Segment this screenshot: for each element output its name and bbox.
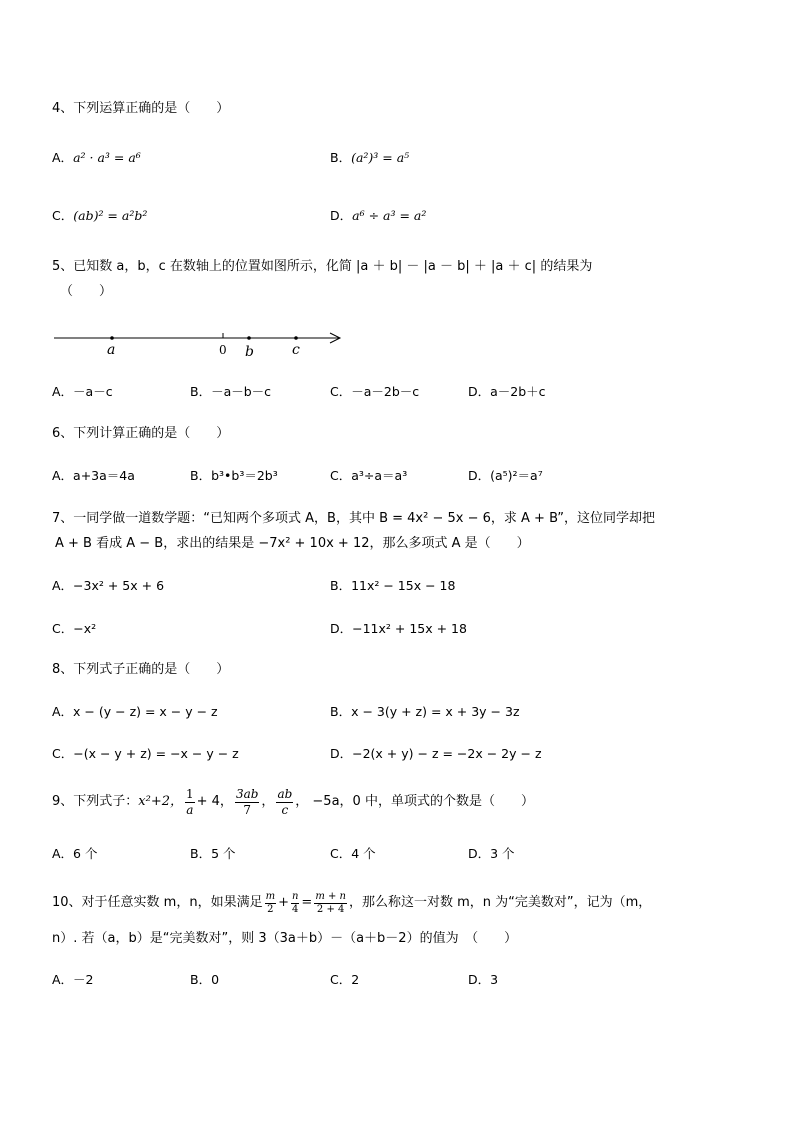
denominator: 2 <box>267 903 274 915</box>
separator: ， <box>261 794 275 809</box>
q8-option-b: B．x − 3(y + z) = x + 3y − 3z <box>330 704 520 719</box>
option-label: B． <box>330 150 352 165</box>
q6-option-d: D．(a⁵)²＝a⁷ <box>468 468 543 483</box>
option-text: (a²)³ = a⁵ <box>351 150 410 165</box>
question-10-stem-line1 <box>52 886 651 920</box>
q8-option-c: C．−(x − y + z) = −x − y − z <box>52 746 239 761</box>
denominator: c <box>281 802 289 817</box>
option-text: a² · a³ = a⁶ <box>73 150 141 165</box>
q8-option-d: D．−2(x + y) − z = −2x − 2y − z <box>330 746 542 761</box>
q5-option-c: C．－a－2b－c <box>330 384 420 399</box>
fraction-ab-over-c <box>276 787 293 818</box>
q7-option-b: B．11x² − 15x − 18 <box>330 578 456 593</box>
denominator: 4 <box>292 903 299 915</box>
denominator: 2 + 4 <box>316 903 345 915</box>
numerator: m + n <box>315 890 346 902</box>
point-a <box>110 336 114 340</box>
q9-option-b: B．5 个 <box>190 846 236 861</box>
numerator: n <box>291 890 299 902</box>
option-text: a⁶ ÷ a³ = a² <box>352 208 427 223</box>
question-7-stem-line2: A + B 看成 A − B，求出的结果是 −7x² + 10x + 12，那么多项式 A 是（ ） <box>55 536 530 551</box>
fraction-n-over-4 <box>291 891 299 916</box>
q4-option-b <box>330 148 409 168</box>
q9-option-d: D．3 个 <box>468 846 515 861</box>
denominator: 7 <box>243 802 251 817</box>
label-zero: 0 <box>219 343 227 357</box>
numerator: 1 <box>186 786 194 801</box>
denominator: a <box>186 802 194 817</box>
q5-option-d: D．a－2b＋c <box>468 384 546 399</box>
question-10-stem-line2: n）. 若（a，b）是“完美数对”，则 3（3a＋b）－（a＋b－2）的值为 （ ） <box>52 931 518 946</box>
label-a: a <box>107 342 116 358</box>
fraction-1-over-a <box>185 787 195 818</box>
question-5-stem-line2: （ ） <box>60 284 113 299</box>
option-text: (ab)² = a²b² <box>73 208 148 223</box>
option-label: A． <box>52 150 74 165</box>
q5-option-a: A．－a－c <box>52 384 113 399</box>
q6-option-c: C．a³÷a＝a³ <box>330 468 408 483</box>
point-b <box>247 336 251 340</box>
fraction-3ab-over-7 <box>235 787 259 818</box>
q10-option-a: A．－2 <box>52 972 94 987</box>
question-9-stem <box>52 784 534 820</box>
numerator: 3ab <box>235 786 259 801</box>
q10-option-c: C．2 <box>330 972 360 987</box>
q5-option-b: B．－a－b－c <box>190 384 272 399</box>
fraction-m-plus-n-over-2-plus-4 <box>314 891 347 916</box>
q7-option-a: A．−3x² + 5x + 6 <box>52 578 165 593</box>
option-label: C． <box>52 208 74 223</box>
q4-option-c <box>52 206 147 226</box>
q9-option-a: A．6 个 <box>52 846 98 861</box>
label-c: c <box>292 342 300 358</box>
stem-text: 10、对于任意实数 m，n，如果满足 <box>52 895 263 910</box>
question-7-stem-line1: 7、一同学做一道数学题：“已知两个多项式 A，B，其中 B = 4x² − 5x − 6，求 A + B”，这位同学却把 <box>52 511 656 526</box>
expression: x²+2， <box>138 794 183 809</box>
q4-option-a <box>52 148 141 168</box>
q7-option-d: D．−11x² + 15x + 18 <box>330 621 467 636</box>
question-6-stem: 6、下列计算正确的是（ ） <box>52 426 230 441</box>
fraction-m-over-2 <box>265 891 276 916</box>
operator: + <box>278 895 289 910</box>
stem-text: ， −5a，0 中，单项式的个数是（ ） <box>295 794 534 809</box>
option-label: D． <box>330 208 353 223</box>
numerator: m <box>265 890 276 902</box>
q10-option-d: D．3 <box>468 972 499 987</box>
q9-option-c: C．4 个 <box>330 846 376 861</box>
q4-option-d <box>330 206 426 226</box>
stem-text: ，那么称这一对数 m，n 为“完美数对”，记为（m， <box>349 895 652 910</box>
point-c <box>294 336 298 340</box>
label-b: b <box>245 344 254 360</box>
q6-option-b: B．b³•b³＝2b³ <box>190 468 278 483</box>
q8-option-a: A．x − (y − z) = x − y − z <box>52 704 218 719</box>
stem-text: 9、下列式子： <box>52 794 139 809</box>
question-8-stem: 8、下列式子正确的是（ ） <box>52 662 230 677</box>
operator: = <box>301 895 313 910</box>
q7-option-c: C．−x² <box>52 621 97 636</box>
expression: + 4， <box>196 794 233 809</box>
number-line-figure <box>50 326 350 360</box>
question-5-stem-line1: 5、已知数 a，b，c 在数轴上的位置如图所示，化简 |a ＋ b| － |a － b| ＋ |a ＋ c| 的结果为 <box>52 259 593 274</box>
q10-option-b: B．0 <box>190 972 220 987</box>
question-4-stem: 4、下列运算正确的是（ ） <box>52 101 230 116</box>
q6-option-a: A．a+3a＝4a <box>52 468 135 483</box>
numerator: ab <box>277 786 293 801</box>
